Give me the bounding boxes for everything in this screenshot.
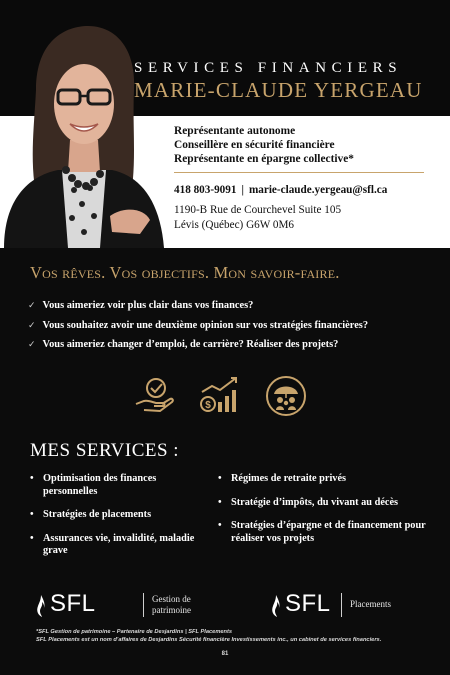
slogan: Vos rêves. Vos objectifs. Mon savoir-faire. [30,263,340,282]
logo-subtitle-line: Gestion de [152,594,191,604]
sfl-gestion-patrimoine-logo [36,590,196,620]
question-list [28,300,438,359]
role-line: Conseillère en sécurité financière [174,139,335,151]
list-item: • Stratégies de placements [30,509,200,522]
family-umbrella-icon [264,374,308,418]
logo-brand: SFL [285,590,331,617]
fine-print: SFL Placements est un nom d’affaires de Desjardins Sécurité financière Investissements inc., un cabinet de services financiers. [36,637,382,643]
services-financiers-label: SERVICES FINANCIERS [134,60,403,76]
svg-text:$: $ [205,400,211,411]
address-line: 1190-B Rue de Courchevel Suite 105 [174,204,342,216]
list-item: • Régimes de retraite privés [218,473,433,486]
flame-icon [271,595,281,617]
logo-subtitle: Placements [350,599,391,609]
check-icon: ✓ [28,320,36,331]
services-list-left [30,473,200,569]
check-icon: ✓ [28,340,36,350]
question-text: Vous aimeriez voir plus clair dans vos finances? [42,300,254,311]
logo-brand: SFL [50,590,96,617]
phone-number[interactable]: 418 803-9091 [174,184,237,196]
office-address [174,203,434,233]
fine-print: *SFL Gestion de patrimoine – Partenaire de Desjardins | SFL Placements [36,629,233,635]
list-item: • Assurances vie, invalidité, maladie grave [30,533,200,558]
list-item [28,320,438,331]
list-item [28,300,438,311]
advisor-portrait [0,20,168,248]
services-list-right [218,473,433,556]
list-item: • Stratégie d’impôts, du vivant au décès [218,497,433,510]
gold-divider [174,172,424,173]
advisor-roles [174,124,434,166]
page-number: 81 [221,651,229,657]
service-icons [128,374,328,418]
logo-divider [143,593,144,617]
address-line: Lévis (Québec) G6W 0M6 [174,219,295,231]
email-link[interactable]: marie-claude.yergeau@sfl.ca [248,184,388,196]
hand-check-icon [132,374,176,418]
sfl-placements-logo [271,590,421,620]
services-title: MES SERVICES : [30,440,180,461]
flame-icon [36,595,46,617]
check-icon: ✓ [28,301,36,311]
role-line: Représentante en épargne collective* [174,153,354,165]
money-growth-chart-icon [198,374,242,418]
contact-separator: | [241,184,244,196]
advisor-name: MARIE-CLAUDE YERGEAU [134,78,423,102]
logo-subtitle-line: patrimoine [152,604,191,615]
question-text: Vous souhaitez avoir une deuxième opinion sur vos stratégies financières? [42,319,369,331]
logo-divider [341,593,342,617]
question-text: Vous aimeriez changer d’emploi, de carrière? Réaliser des projets? [42,339,339,350]
logo-subtitle [152,594,191,615]
role-line: Représentante autonome [174,125,296,137]
list-item [28,339,438,350]
contact-line [174,184,434,196]
list-item: • Optimisation des finances personnelles [30,473,200,498]
list-item: • Stratégies d’épargne et de financement pour réaliser vos projets [218,520,433,545]
